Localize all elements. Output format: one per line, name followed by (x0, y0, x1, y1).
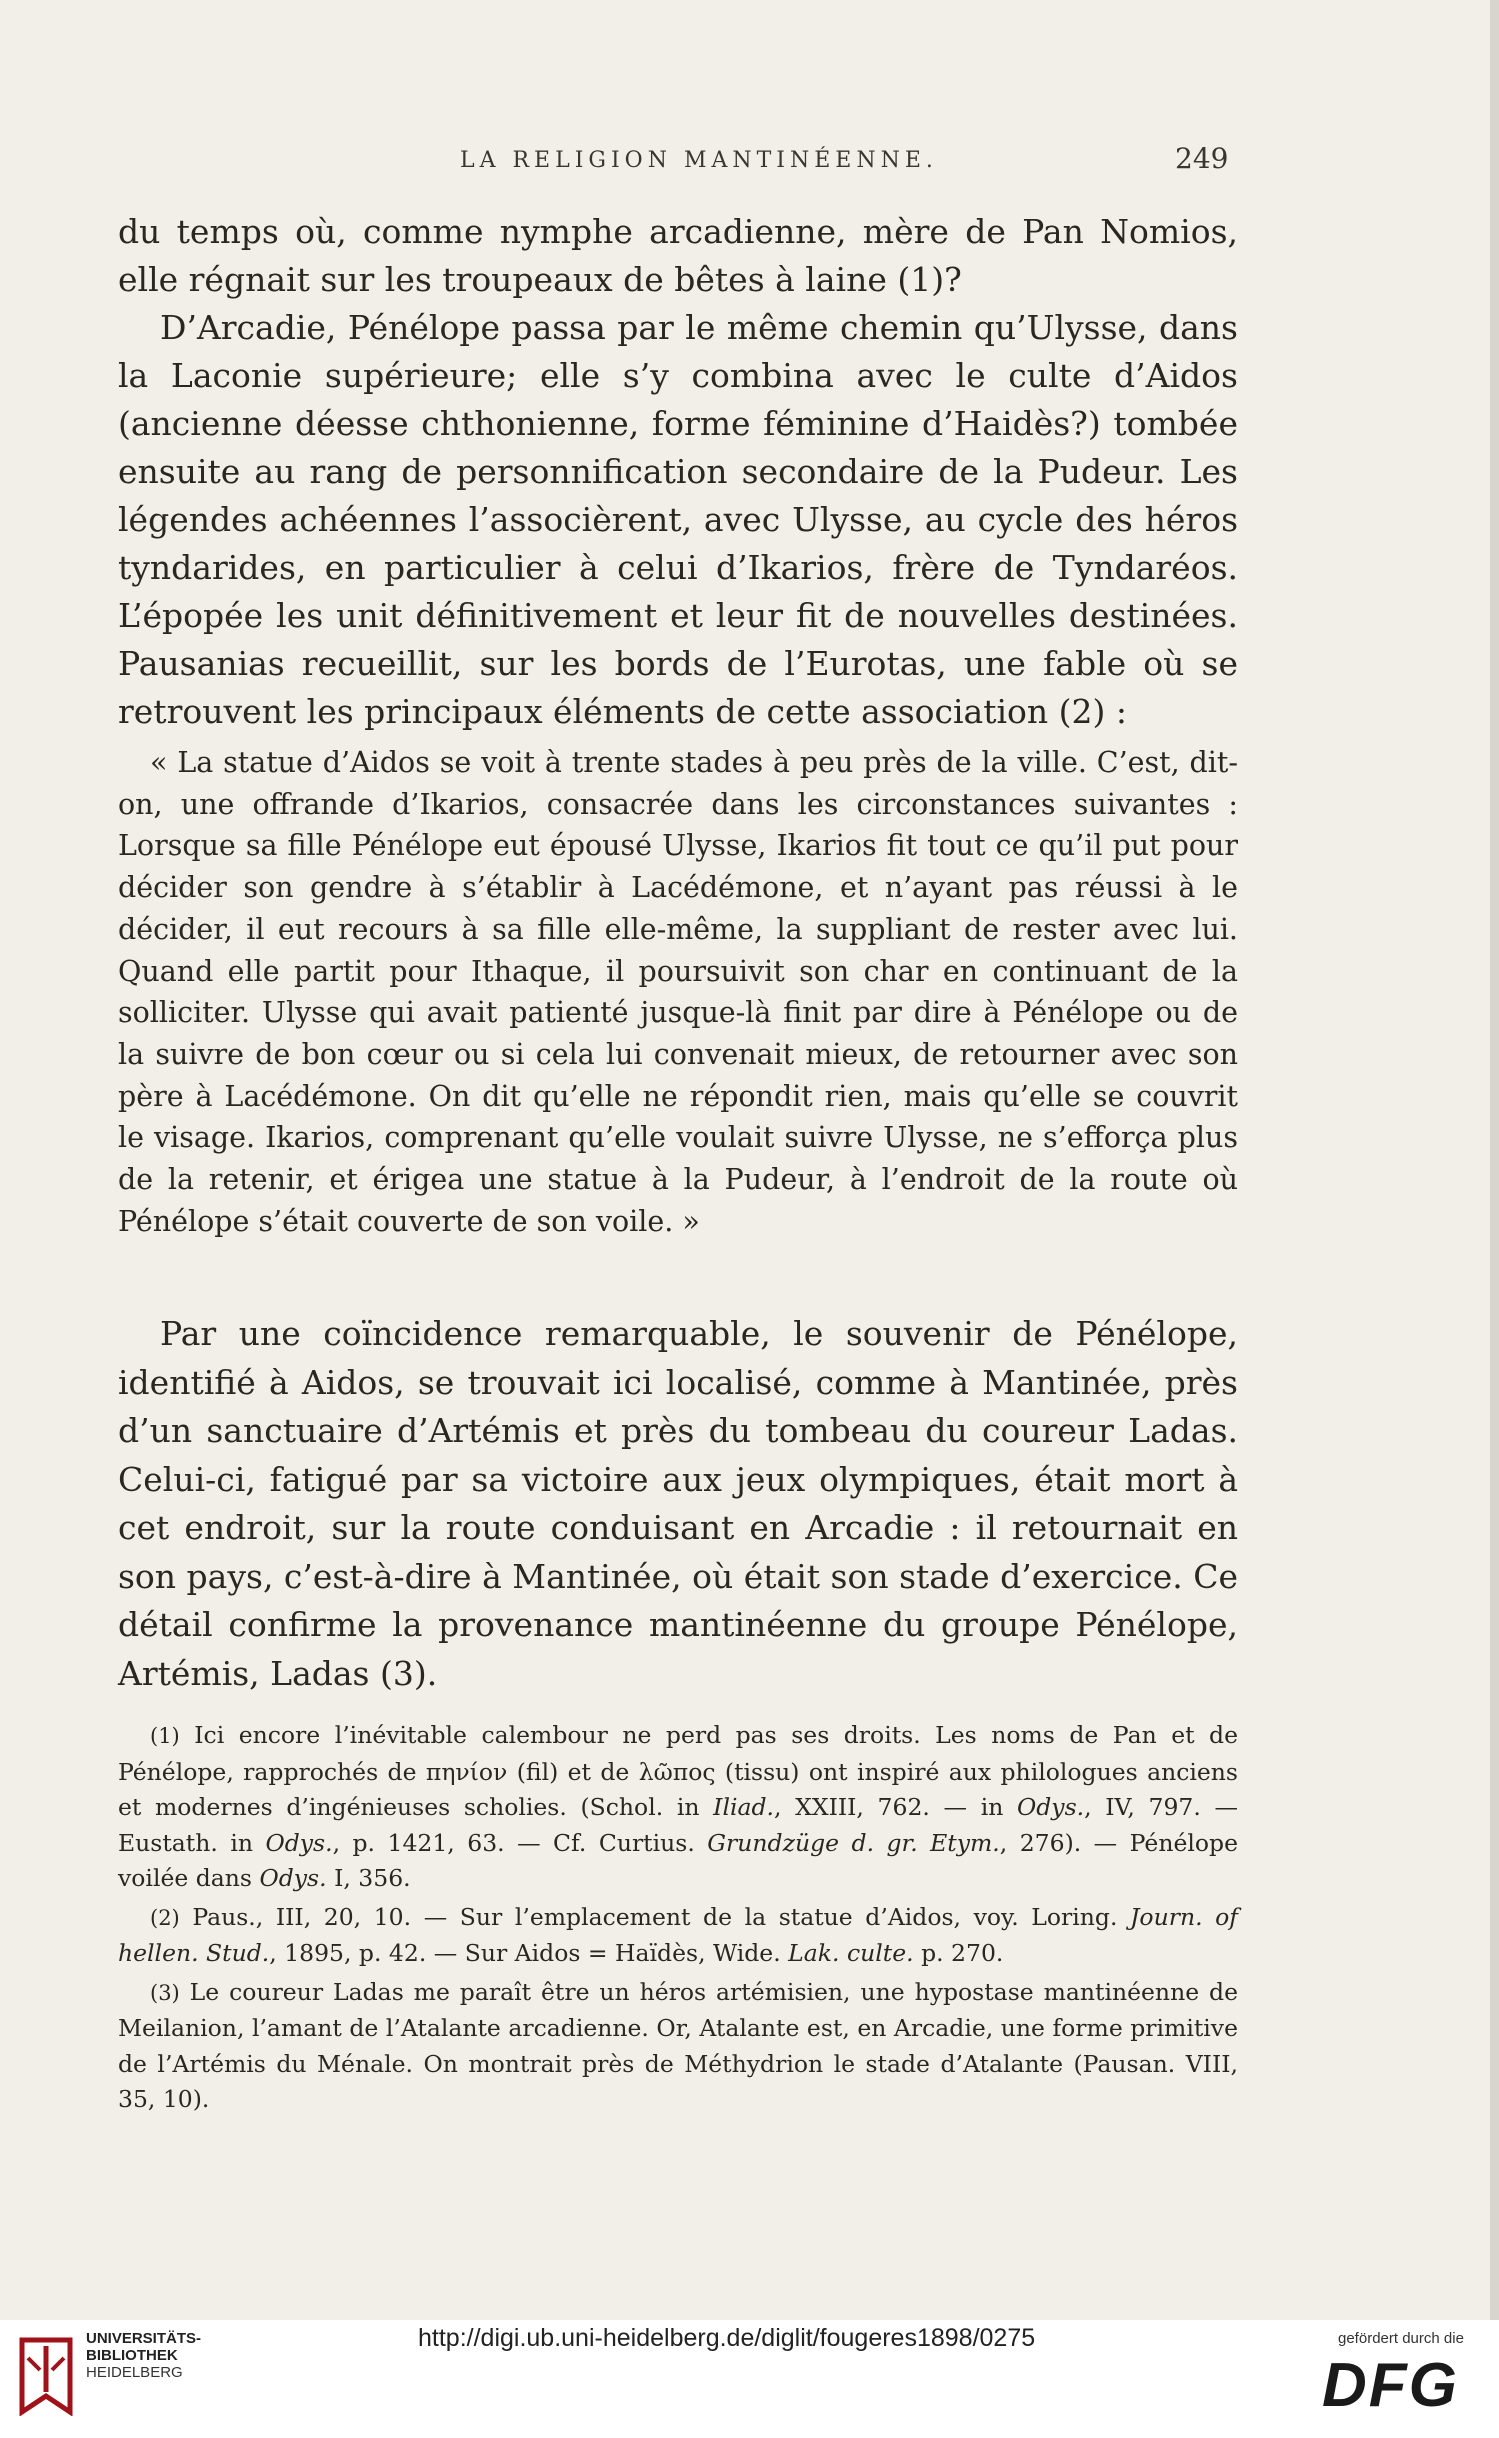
footnote-1-number: (1) (150, 1724, 180, 1748)
paragraph-3: Par une coïncidence remarquable, le souvenir de Pénélope, identifié à Aidos, se trouvait ici localisé, comme à Mantinée, près d’un sanctuaire d’Artémis et près du tombeau du coureur Ladas. Celui-ci, fatigué par sa victoire aux jeux olympiques, était mort à cet endroit, sur la route conduisant en Arcadie : il retournait en son pays, c’est-à-dire à Mantinée, où était son stade d’exercice. Ce détail confirme la provenance mantinéenne du groupe Pénélope, Artémis, Ladas (3). (118, 1314, 1238, 1693)
footnote-1-text: Ici encore l’inévitable calembour ne perd pas ses droits. Les noms de Pan et de Pénélope, rapprochés de (118, 1721, 1238, 1786)
footnote-1 (118, 1718, 1238, 1897)
footnote-2-number: (2) (150, 1905, 180, 1930)
footnote-1-citation: Grundzüge d. gr. Etym. (707, 1828, 1000, 1857)
library-line-3: HEIDELBERG (86, 2364, 183, 2381)
page-edge (1490, 0, 1499, 2320)
library-line-1: UNIVERSITÄTS- (86, 2330, 202, 2347)
footnote-1-citation: Odys. (1017, 1793, 1085, 1821)
footnote-3 (118, 1975, 1238, 2118)
footnote-2-citation: Journ. of hellen. Stud. (118, 1902, 1239, 1967)
quotation-text: « La statue d’Aidos se voit à trente stades à peu près de la ville. C’est, dit-on, une offrande d’Ikarios, consacrée dans les circonstances suivantes : Lorsque sa fille Pénélope eut épousé Ulysse, Ikarios fit tout ce qu’il put pour décider son gendre à s’établir à Lacédémone, et n’ayant pas réussi à le décider, il eut recours à sa fille elle-même, la suppliant de rester avec lui. Quand elle partit pour Ithaque, il poursuivit son char en continuant de la solliciter. Ulysse qui avait patienté jusque-là finit par dire à Pénélope ou de la suivre de bon cœur ou si cela lui convenait mieux, de retourner avec son père à Lacédémone. On dit qu’elle ne répondit rien, mais qu’elle se couvrit le visage. Ikarios, comprenant qu’elle voulait suivre Ulysse, ne s’efforça plus de la retenir, et érigea une statue à la Pudeur, à l’endroit de la route où Pénélope s’était couverte de son voile. » (118, 746, 1238, 1238)
footnote-3-number: (3) (150, 1980, 180, 2005)
quotation-block (118, 742, 1238, 1242)
footnote-2-text: , 1895, p. 42. — Sur Aidos = Haïdès, Wide. (269, 1939, 789, 1967)
footnote-2-citation: Lak. culte. (788, 1939, 914, 1967)
paragraph-2: D’Arcadie, Pénélope passa par le même chemin qu’Ulysse, dans la Laconie supérieure; elle s’y combina avec le culte d’Aidos (ancienne déesse chthonienne, forme féminine d’Haidès?) tombée ensuite au rang de personnification secondaire de la Pudeur. Les légendes achéennes l’associèrent, avec Ulysse, au cycle des héros tyndarides, en particulier à celui d’Ikarios, frère de Tyndaréos. L’épopée les unit définitivement et leur fit de nouvelles destinées. Pausanias recueillit, sur les bords de l’Eurotas, une fable où se retrouvent les principaux éléments de cette association (2) : (118, 308, 1238, 731)
funding-caption: gefördert durch die (1338, 2330, 1464, 2347)
paragraph-1: du temps où, comme nymphe arcadienne, mère de Pan Nomios, elle régnait sur les troupeaux de bêtes à laine (1)? (118, 212, 1238, 299)
permalink-url[interactable]: http://digi.ub.uni-heidelberg.de/diglit/fougeres1898/0275 (418, 2324, 1036, 2352)
page-header (0, 142, 1490, 188)
footnote-1-text: I, 356. (326, 1864, 411, 1892)
footnote-1-text: , IV, 797. — Eustath. in (118, 1793, 1238, 1857)
footnotes (118, 1718, 1238, 2121)
footnote-2-text: p. 270. (913, 1939, 1004, 1967)
footnote-1-text: , 276). — Pénélope voilée dans (118, 1828, 1238, 1892)
footnote-1-greek: λῶπος (638, 1757, 716, 1786)
footnote-2-text: Paus., III, 20, 10. — Sur l’emplacement de la statue d’Aidos, voy. Loring. (179, 1902, 1131, 1931)
page-number: 249 (1175, 142, 1229, 175)
footnote-1-citation: Odys. (265, 1828, 333, 1857)
dfg-logo: DFG (1322, 2351, 1459, 2420)
footnote-2 (118, 1900, 1238, 1972)
footnote-1-citation: Odys. (259, 1864, 327, 1892)
library-line-2: BIBLIOTHEK (86, 2347, 178, 2364)
footnote-1-text: , p. 1421, 63. — Cf. Curtius. (332, 1828, 708, 1857)
footnote-3-text: Le coureur Ladas me paraît être un héros artémisien, une hypostase mantinéenne de Meilanion, l’amant de l’Atalante arcadienne. Or, Atalante est, en Arcadie, une forme primitive de l’Artémis du Ménale. On montrait près de Méthydrion le stade d’Atalante (Pausan. VIII, 35, 10). (118, 1977, 1238, 2113)
library-name (86, 2330, 201, 2381)
footnote-1-greek: πηνίον (425, 1757, 508, 1786)
footnote-1-text: (tissu) ont inspiré aux philologues anciens et modernes d’ingénieuses scholies. (Schol. in (118, 1757, 1238, 1821)
footnote-1-text: (fil) et de (507, 1757, 639, 1786)
footnote-1-citation: Iliad. (713, 1793, 774, 1821)
running-head: LA RELIGION MANTINÉENNE. (460, 148, 938, 173)
footnote-1-text: , XXIII, 762. — in (774, 1793, 1017, 1821)
body-text-bottom (118, 1310, 1238, 1698)
body-text-top (118, 208, 1238, 736)
university-library-logo-icon (18, 2336, 74, 2416)
